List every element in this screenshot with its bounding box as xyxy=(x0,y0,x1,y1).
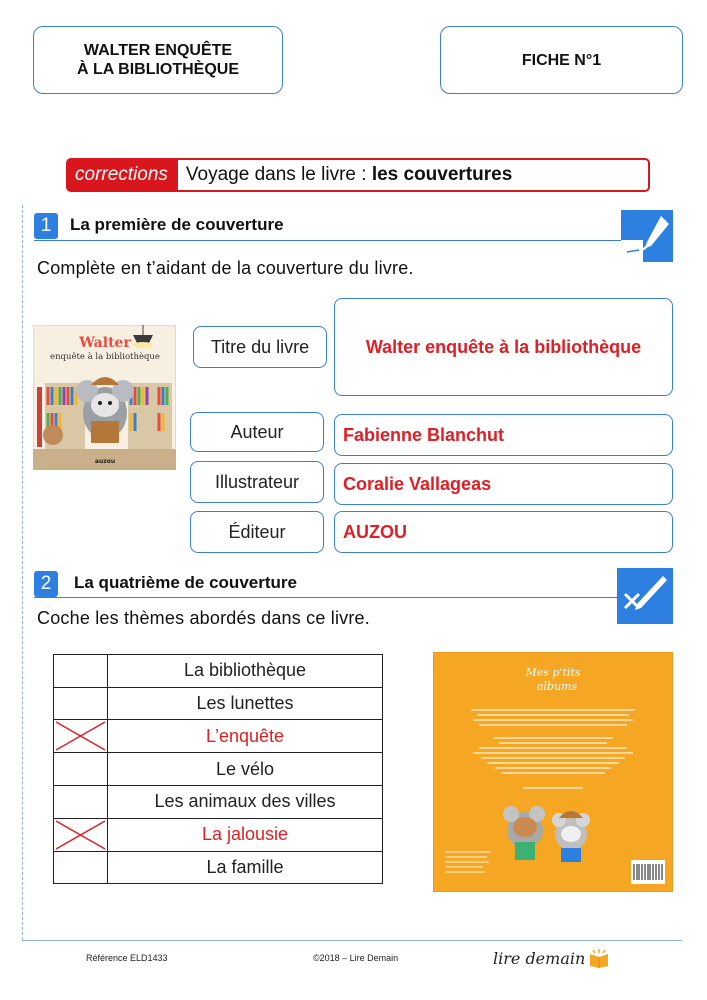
theme-label: Le vélo xyxy=(108,753,383,786)
theme-checkbox[interactable] xyxy=(54,753,108,786)
writing-hand-icon xyxy=(621,210,673,262)
themes-table xyxy=(53,654,383,884)
theme-checkbox-checked[interactable] xyxy=(54,818,108,851)
book-icon xyxy=(588,948,610,968)
theme-label: La bibliothèque xyxy=(108,655,383,688)
section-1-underline xyxy=(34,240,622,241)
answer-illustrateur: Coralie Vallageas xyxy=(334,463,673,505)
section-2-instruction: Coche les thèmes abordés dans ce livre. xyxy=(37,608,370,628)
section-2-underline xyxy=(34,597,617,598)
section-1-title: La première de couverture xyxy=(70,215,284,234)
back-cover-image xyxy=(433,652,673,892)
theme-label: La famille xyxy=(108,851,383,884)
cover-title: Walter xyxy=(79,335,131,351)
table-row xyxy=(54,687,383,720)
label-illustrateur: Illustrateur xyxy=(190,461,324,503)
banner-text-plain: Voyage dans le livre : xyxy=(185,164,372,185)
section-1-number: 1 xyxy=(34,213,58,239)
section-1-instruction: Complète en t’aidant de la couverture du livre. xyxy=(37,258,414,278)
theme-checkbox[interactable] xyxy=(54,851,108,884)
theme-label: La jalousie xyxy=(108,818,383,851)
table-row xyxy=(54,786,383,819)
topic-banner xyxy=(66,158,650,192)
section-2-number: 2 xyxy=(34,571,58,597)
series-logo-line1: Mes p'tits xyxy=(525,666,581,679)
theme-checkbox[interactable] xyxy=(54,687,108,720)
label-titre: Titre du livre xyxy=(193,326,327,368)
footer-reference: Référence ELD1433 xyxy=(86,953,168,963)
answer-editeur: AUZOU xyxy=(334,511,673,553)
table-row xyxy=(54,753,383,786)
banner-text xyxy=(186,164,512,186)
theme-label: Les animaux des villes xyxy=(108,786,383,819)
front-cover-image xyxy=(33,325,176,470)
cover-publisher: auzou xyxy=(94,458,116,465)
margin-dashed-line xyxy=(22,205,23,940)
lire-demain-logo xyxy=(493,946,610,970)
corrections-tag: corrections xyxy=(67,160,178,190)
brand-name: lire demain xyxy=(493,948,586,968)
table-row xyxy=(54,818,383,851)
footer-line xyxy=(22,940,682,941)
theme-label: L’enquête xyxy=(108,720,383,753)
series-logo-line2: albums xyxy=(536,680,578,693)
answer-auteur: Fabienne Blanchut xyxy=(334,414,673,456)
cross-mark-icon xyxy=(54,819,107,851)
theme-checkbox-checked[interactable] xyxy=(54,720,108,753)
section-2-title: La quatrième de couverture xyxy=(74,573,297,592)
theme-checkbox[interactable] xyxy=(54,786,108,819)
worksheet-title: WALTER ENQUÊTE À LA BIBLIOTHÈQUE xyxy=(33,26,283,94)
answer-titre: Walter enquête à la bibliothèque xyxy=(334,298,673,396)
table-row xyxy=(54,851,383,884)
theme-label: Les lunettes xyxy=(108,687,383,720)
cross-mark-icon xyxy=(54,720,107,752)
fiche-number: FICHE N°1 xyxy=(440,26,683,94)
footer-copyright: ©2018 – Lire Demain xyxy=(313,953,399,963)
label-auteur: Auteur xyxy=(190,412,324,452)
theme-checkbox[interactable] xyxy=(54,655,108,688)
banner-text-bold: les couvertures xyxy=(371,164,513,185)
table-row xyxy=(54,655,383,688)
cover-subtitle: enquête à la bibliothèque xyxy=(50,352,160,362)
check-pencil-icon xyxy=(617,568,673,624)
table-row xyxy=(54,720,383,753)
label-editeur: Éditeur xyxy=(190,511,324,553)
